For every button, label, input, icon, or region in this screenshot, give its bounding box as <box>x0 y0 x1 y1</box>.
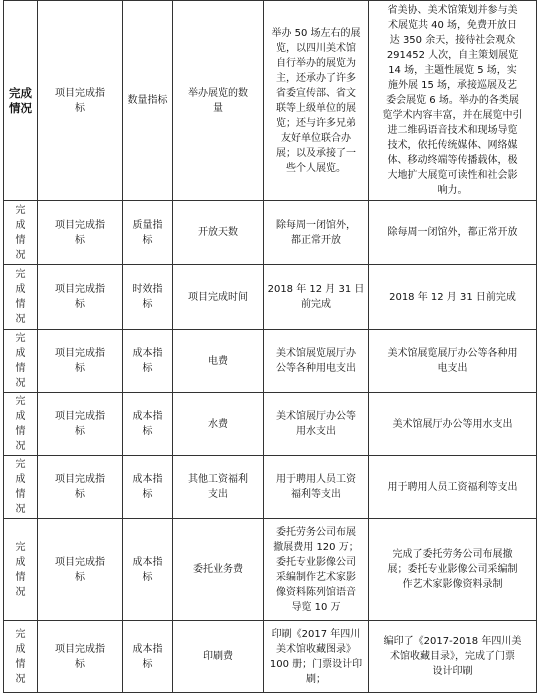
category-cell: 完 成 情 况 <box>4 265 38 330</box>
indicator-type-cell: 成本指 标 <box>123 456 173 519</box>
category-cell: 完 成 情 况 <box>4 201 38 265</box>
category-cell: 完 成 情 况 <box>4 621 38 693</box>
table-row-printing <box>4 621 537 693</box>
target-value-cell: 美术馆展厅办公等 用水支出 <box>264 393 369 456</box>
target-value-cell: 举办 50 场左右的展 览，以四川美术馆 自行举办的展览为 主，还承办了许多 省委宣传部、省文 联等上级单位的展 览；还与许多兄弟 友好单位联合办 展；以及承接了一 些个人展览。 <box>264 1 369 201</box>
indicator-name-cell: 举办展览的数 量 <box>173 1 264 201</box>
indicator-type-cell: 数量指标 <box>123 1 173 201</box>
indicator-type-cell: 成本指 标 <box>123 519 173 621</box>
indicator-type-cell: 时效指 标 <box>123 265 173 330</box>
actual-value-cell: 美术馆展厅办公等用水支出 <box>369 393 537 456</box>
performance-table <box>3 0 537 693</box>
category-cell: 完 成 情 况 <box>4 456 38 519</box>
actual-value-cell: 用于聘用人员工资福利等支出 <box>369 456 537 519</box>
table-row-commission <box>4 519 537 621</box>
actual-value-cell: 2018 年 12 月 31 日前完成 <box>369 265 537 330</box>
table-row-open-days <box>4 201 537 265</box>
category-cell: 完 成 情 况 <box>4 393 38 456</box>
indicator-type-cell: 质量指 标 <box>123 201 173 265</box>
indicator-name-cell: 水费 <box>173 393 264 456</box>
actual-value-cell: 省美协、美术馆策划并参与美 术展览共 40 场，免费开放日 达 350 余天，接待社会观众 291452 人次，自主策划展览 14 场，主题性展览 5 场，实 施外展 15 场，承接巡展及艺 委会展览 6 场。举办的各类展 览学术内容丰富，并在展览中引 进二维码语音技术和现场导览 技术，依托传统媒体、网络媒 体、移动终端等传播载体，极 大地扩大展览可读性和社会影 响力。 <box>369 1 537 201</box>
actual-value-cell: 编印了《2017-2018 年四川美 术馆收藏目录》，完成了门票 设计印刷 <box>369 621 537 693</box>
project-indicator-cell: 项目完成指 标 <box>38 393 123 456</box>
indicator-name-cell: 电费 <box>173 330 264 393</box>
project-indicator-cell: 项目完成指 标 <box>38 519 123 621</box>
table-row-welfare <box>4 456 537 519</box>
table-row-completion-time <box>4 265 537 330</box>
category-cell: 完 成 情 况 <box>4 330 38 393</box>
indicator-type-cell: 成本指 标 <box>123 330 173 393</box>
target-value-cell: 2018 年 12 月 31 日 前完成 <box>264 265 369 330</box>
target-value-cell: 除每周一闭馆外， 都正常开放 <box>264 201 369 265</box>
indicator-name-cell: 委托业务费 <box>173 519 264 621</box>
indicator-name-cell: 印刷费 <box>173 621 264 693</box>
project-indicator-cell: 项目完成指 标 <box>38 456 123 519</box>
target-value-cell: 用于聘用人员工资 福利等支出 <box>264 456 369 519</box>
indicator-name-cell: 开放天数 <box>173 201 264 265</box>
project-indicator-cell: 项目完成指 标 <box>38 201 123 265</box>
indicator-name-cell: 其他工资福利 支出 <box>173 456 264 519</box>
project-indicator-cell: 项目完成指 标 <box>38 330 123 393</box>
table-row-electricity <box>4 330 537 393</box>
target-value-cell: 印刷《2017 年四川 美术馆收藏图录》 100 册；门票设计印 刷； <box>264 621 369 693</box>
actual-value-cell: 美术馆展览展厅办公等各种用 电支出 <box>369 330 537 393</box>
project-indicator-cell: 项目完成指 标 <box>38 1 123 201</box>
indicator-type-cell: 成本指 标 <box>123 393 173 456</box>
actual-value-cell: 完成了委托劳务公司布展撤 展；委托专业影像公司采编制 作艺术家影像资料录制 <box>369 519 537 621</box>
category-cell: 完成 情况 <box>4 1 38 201</box>
indicator-name-cell: 项目完成时间 <box>173 265 264 330</box>
actual-value-cell: 除每周一闭馆外，都正常开放 <box>369 201 537 265</box>
project-indicator-cell: 项目完成指 标 <box>38 621 123 693</box>
target-value-cell: 美术馆展览展厅办 公等各种用电支出 <box>264 330 369 393</box>
category-cell: 完 成 情 况 <box>4 519 38 621</box>
table-row-exhibition-count <box>4 1 537 201</box>
project-indicator-cell: 项目完成指 标 <box>38 265 123 330</box>
indicator-type-cell: 成本指 标 <box>123 621 173 693</box>
target-value-cell: 委托劳务公司布展 撤展费用 120 万； 委托专业影像公司 采编制作艺术家影 像资料陈列馆语音 导览 10 万 <box>264 519 369 621</box>
table-row-water <box>4 393 537 456</box>
